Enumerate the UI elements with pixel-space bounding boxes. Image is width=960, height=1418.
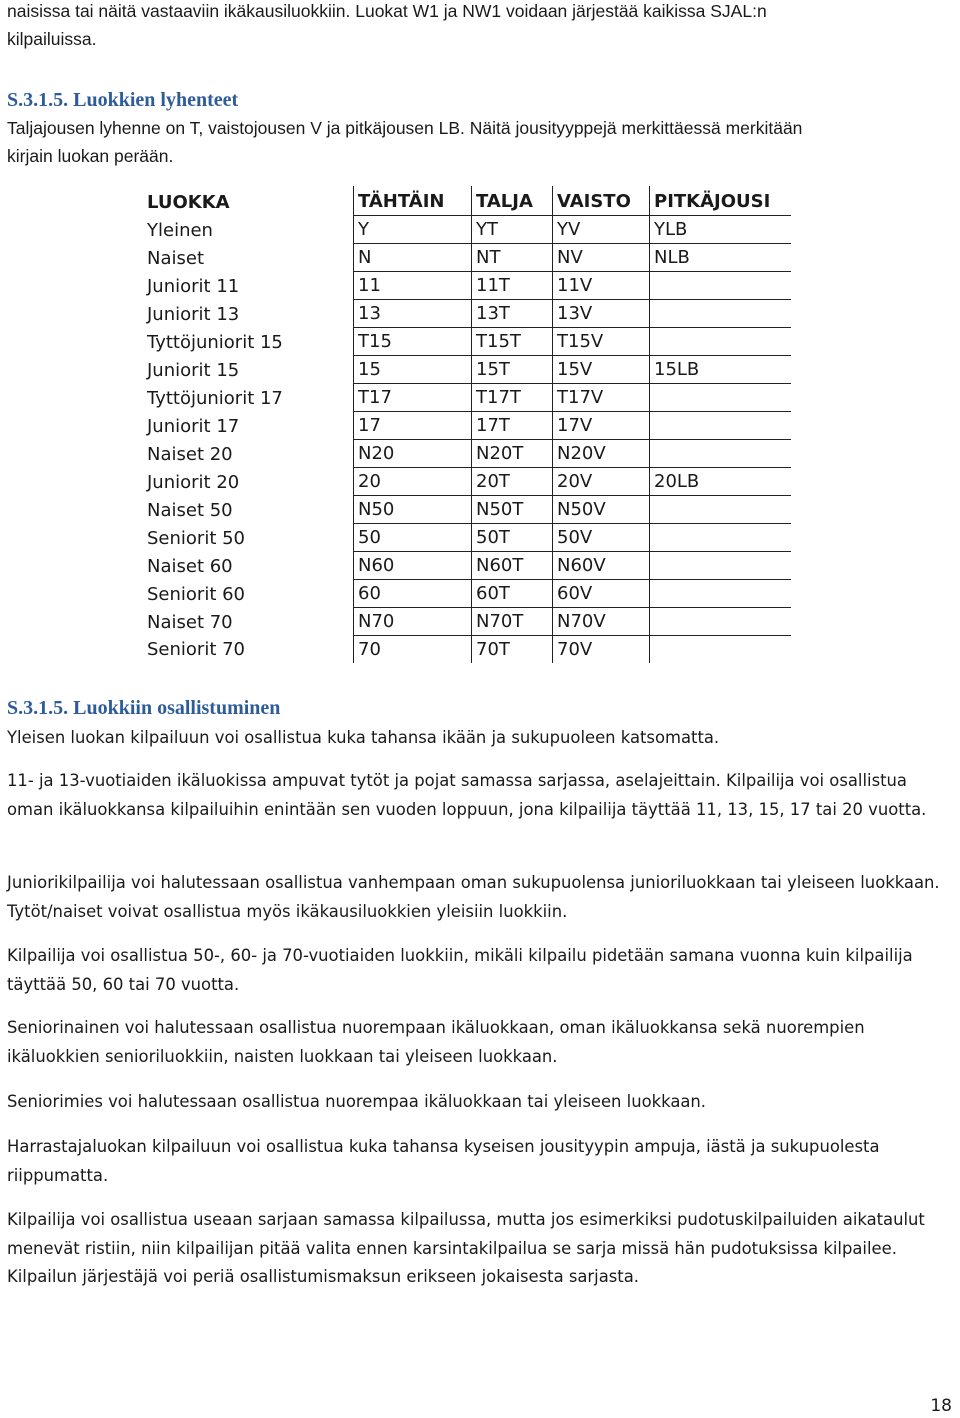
participation-paragraph: 11- ja 13-vuotiaiden ikäluokissa ampuvat tytöt ja pojat samassa sarjassa, aselajeittain. Kilpailija voi osallistua oman ikäluokkansa kilpailuihin enintään sen vuoden loppuun, jona kilpailija täyttää 11, 13, 15, 17 tai 20 vuotta.	[7, 771, 927, 819]
table-cell	[650, 496, 792, 524]
participation-paragraph: Kilpailija voi osallistua useaan sarjaan samassa kilpailussa, mutta jos esimerkiksi pudotuskilpailuiden aikataulut menevät ristiin, niin kilpailijan pitää valita ennen karsintakilpailua se sarja missä hän pudotuksissa kilpailee. Kilpailun järjestäjä voi periä osallistumismaksun erikseen jokaisesta sarjasta.	[7, 1210, 925, 1286]
column-header: PITKÄJOUSI	[650, 186, 792, 216]
intro-line-1: naisissa tai näitä vastaaviin ikäkausiluokkiin. Luokat W1 ja NW1 voidaan järjestää kaikissa SJAL:n	[7, 1, 767, 21]
table-cell: 50	[354, 524, 472, 552]
table-cell: 70V	[553, 636, 650, 664]
table-cell: NLB	[650, 244, 792, 272]
table-cell: Seniorit 70	[147, 639, 246, 660]
table-row	[143, 412, 791, 440]
table-row	[143, 580, 791, 608]
table-cell: YT	[472, 216, 553, 244]
table-cell	[650, 636, 792, 664]
table-cell: 70	[354, 636, 472, 664]
table-cell: Seniorit 60	[147, 583, 246, 605]
column-header: TALJA	[472, 186, 553, 216]
table-cell: Tyttöjuniorit 15	[147, 331, 283, 353]
abbreviations-text-line-1: Taljajousen lyhenne on T, vaistojousen V ja pitkäjousen LB. Näitä jousityyppejä merkittäessä merkitään	[7, 118, 803, 138]
table-cell: 20	[354, 468, 472, 496]
table-cell: NT	[472, 244, 553, 272]
table-row	[143, 328, 791, 356]
table-row	[143, 272, 791, 300]
column-header: LUOKKA	[147, 191, 230, 213]
table-cell	[650, 300, 792, 328]
table-cell: N60T	[472, 552, 553, 580]
participation-paragraph: Kilpailija voi osallistua 50-, 60- ja 70-vuotiaiden luokkiin, mikäli kilpailu pidetään samana vuonna kuin kilpailija täyttää 50, 60 tai 70 vuotta.	[7, 946, 913, 994]
table-cell: 17	[354, 412, 472, 440]
table-cell: N20V	[553, 440, 650, 468]
table-cell: N50T	[472, 496, 553, 524]
participation-paragraph: Seniorimies voi halutessaan osallistua nuorempaa ikäluokkaan tai yleiseen luokkaan.	[7, 1092, 707, 1111]
table-cell: N70V	[553, 608, 650, 636]
page-number: 18	[930, 1396, 952, 1416]
column-header: TÄHTÄIN	[354, 186, 472, 216]
participation-paragraph: Harrastajaluokan kilpailuun voi osallistua kuka tahansa kyseisen jousityypin ampuja, iästä ja sukupuolesta riippumatta.	[7, 1137, 880, 1185]
table-cell: Tyttöjuniorit 17	[147, 387, 283, 409]
table-row	[143, 468, 791, 496]
table-cell: 70T	[472, 636, 553, 664]
table-cell: N70	[354, 608, 472, 636]
table-cell: N60	[354, 552, 472, 580]
table-cell	[650, 328, 792, 356]
table-row	[143, 356, 791, 384]
table-body	[143, 216, 791, 664]
table-cell: 60V	[553, 580, 650, 608]
table-cell	[650, 412, 792, 440]
table-cell: Naiset	[147, 247, 205, 269]
table-cell: Naiset 60	[147, 555, 233, 577]
section-heading-participation: S.3.1.5. Luokkiin osallistuminen	[7, 697, 281, 719]
table-cell: Naiset 50	[147, 499, 233, 521]
table-cell	[650, 272, 792, 300]
table-cell: N20	[354, 440, 472, 468]
table-cell: 20LB	[650, 468, 792, 496]
table-cell	[650, 440, 792, 468]
table-cell: 17V	[553, 412, 650, 440]
table-cell: Juniorit 13	[147, 303, 240, 325]
table-cell: N70T	[472, 608, 553, 636]
table-row	[143, 244, 791, 272]
table-cell: 20T	[472, 468, 553, 496]
abbreviations-text-line-2: kirjain luokan perään.	[7, 146, 174, 166]
table-cell: 50T	[472, 524, 553, 552]
table-cell: Naiset 20	[147, 443, 233, 465]
section-heading-abbreviations: S.3.1.5. Luokkien lyhenteet	[7, 89, 239, 111]
table-cell: T15V	[553, 328, 650, 356]
table-row	[143, 384, 791, 412]
table-cell: NV	[553, 244, 650, 272]
table-cell: 13	[354, 300, 472, 328]
table-cell: T15T	[472, 328, 553, 356]
table-row	[143, 216, 791, 244]
table-cell: T17V	[553, 384, 650, 412]
participation-paragraph: Seniorinainen voi halutessaan osallistua nuorempaan ikäluokkaan, oman ikäluokkansa sekä nuorempien ikäluokkien senioriluokkiin, naisten luokkaan tai yleiseen luokkaan.	[7, 1018, 865, 1066]
table-cell: 17T	[472, 412, 553, 440]
table-cell: T17	[354, 384, 472, 412]
table-cell: YV	[553, 216, 650, 244]
table-cell: Juniorit 20	[147, 471, 240, 493]
table-row	[143, 300, 791, 328]
table-cell: 60	[354, 580, 472, 608]
table-cell: N50V	[553, 496, 650, 524]
intro-line-2: kilpailuissa.	[7, 29, 97, 49]
table-row	[143, 440, 791, 468]
table-row	[143, 524, 791, 552]
table-cell: N20T	[472, 440, 553, 468]
table-cell: 15LB	[650, 356, 792, 384]
table-row	[143, 496, 791, 524]
table-cell: 20V	[553, 468, 650, 496]
table-cell: N50	[354, 496, 472, 524]
participation-paragraph: Yleisen luokan kilpailuun voi osallistua kuka tahansa ikään ja sukupuoleen katsomatta.	[7, 728, 720, 747]
table-cell: 13T	[472, 300, 553, 328]
column-header: VAISTO	[553, 186, 650, 216]
table-cell: Juniorit 15	[147, 359, 240, 381]
table-cell: Juniorit 17	[147, 415, 240, 437]
table-cell: Juniorit 11	[147, 275, 240, 297]
table-cell	[650, 580, 792, 608]
table-cell: N	[354, 244, 472, 272]
table-cell: 13V	[553, 300, 650, 328]
table-cell	[650, 524, 792, 552]
table-cell	[650, 384, 792, 412]
table-cell: N60V	[553, 552, 650, 580]
table-cell	[650, 552, 792, 580]
table-row	[143, 636, 791, 664]
table-cell: 60T	[472, 580, 553, 608]
table-cell: Naiset 70	[147, 611, 233, 633]
table-cell: YLB	[650, 216, 792, 244]
table-cell: 11	[354, 272, 472, 300]
table-cell: Yleinen	[147, 219, 213, 241]
table-cell: 15T	[472, 356, 553, 384]
table-cell: 50V	[553, 524, 650, 552]
class-abbreviation-table	[143, 186, 791, 663]
table-cell: T15	[354, 328, 472, 356]
table-cell: Y	[354, 216, 472, 244]
participation-paragraph: Juniorikilpailija voi halutessaan osallistua vanhempaan oman sukupuolensa junioriluokkaan tai yleiseen luokkaan. Tytöt/naiset voivat osallistua myös ikäkausiluokkien yleisiin luokkiin.	[7, 873, 940, 921]
table-cell: 15	[354, 356, 472, 384]
table-row	[143, 552, 791, 580]
table-cell: T17T	[472, 384, 553, 412]
table-row	[143, 608, 791, 636]
table-header-row	[143, 186, 791, 216]
table-cell: 11T	[472, 272, 553, 300]
table-cell: 15V	[553, 356, 650, 384]
table-cell	[650, 608, 792, 636]
table-cell: Seniorit 50	[147, 527, 246, 549]
table-cell: 11V	[553, 272, 650, 300]
